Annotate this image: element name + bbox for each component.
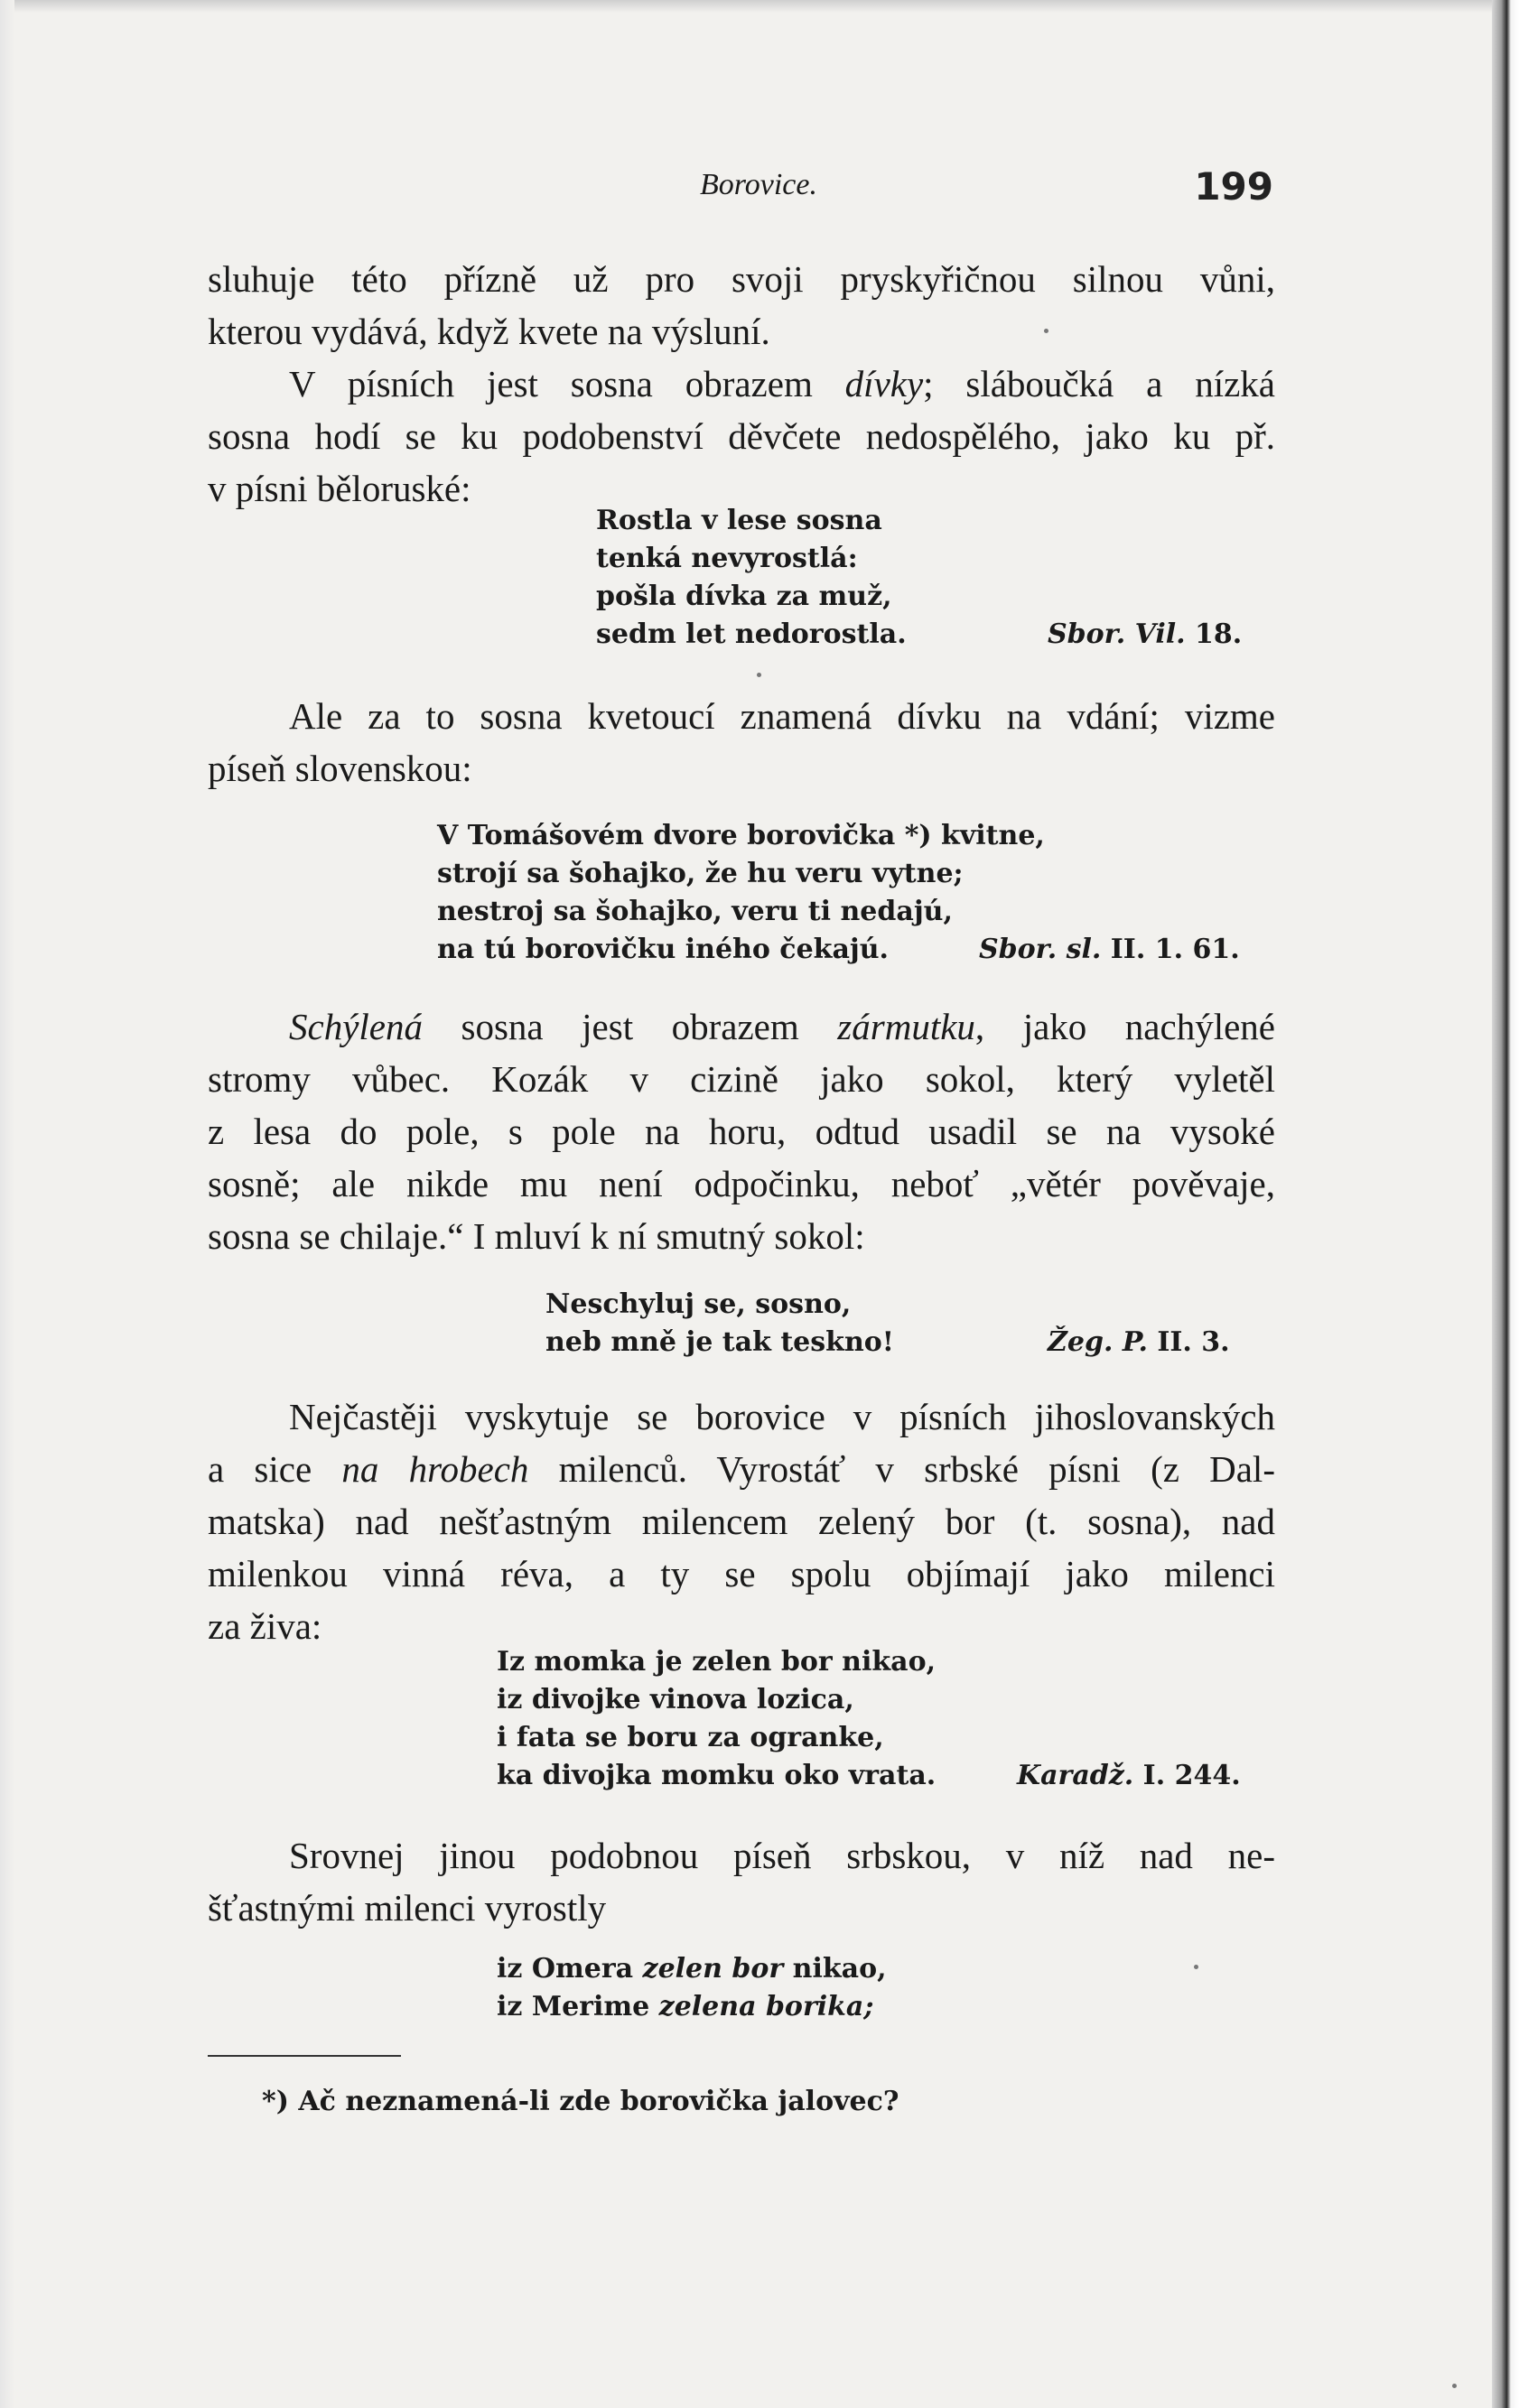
verse-line: i fata se boru za ogranke, xyxy=(497,1722,884,1753)
emphasis: zármutku xyxy=(837,1006,975,1047)
scan-speck xyxy=(757,673,761,677)
verse-line: tenká nevyrostlá: xyxy=(596,543,858,574)
verse-line: Rostla v lese sosna xyxy=(596,505,882,536)
paragraph-6 xyxy=(208,1829,1275,1934)
verse-line: V Tomášovém dvore borovička *) kvitne, xyxy=(437,820,1045,851)
text-line: Srovnej jinou podobnou píseň srbskou, v níž nad ne- xyxy=(289,1835,1275,1876)
verse-line: ka divojka momku oko vrata. xyxy=(497,1760,937,1791)
text-line: kterou vydává, když kvete na výsluní. xyxy=(208,311,770,352)
paragraph-4 xyxy=(208,1000,1275,1262)
scan-speck xyxy=(1452,2384,1457,2388)
page-binding-edge xyxy=(0,0,14,2408)
paragraph-3 xyxy=(208,690,1275,795)
running-head xyxy=(208,164,1273,209)
text-line: sosna hodí se ku podobenství děvčete nedospělého, jako ku př. xyxy=(208,415,1275,457)
text-line: a sice na hrobech milenců. Vyrostáť v srbské písni (z Dal- xyxy=(208,1448,1275,1490)
verse-line: Iz momka je zelen bor nikao, xyxy=(497,1646,937,1678)
paragraph-5 xyxy=(208,1390,1275,1652)
text-line: šťastnými milenci vyrostly xyxy=(208,1887,607,1929)
text-line: Ale za to sosna kvetoucí znamená dívku na vdání; vizme xyxy=(289,695,1275,737)
text-line: stromy vůbec. Kozák v cizině jako sokol, který vyletěl xyxy=(208,1058,1275,1100)
verse-line: iz divojke vinova lozica, xyxy=(497,1684,854,1715)
scan-speck xyxy=(1044,329,1048,333)
verse-line: nestroj sa šohajko, veru ti nedajú, xyxy=(437,896,953,927)
verse-line: iz Omera zelen bor nikao, xyxy=(497,1953,887,1985)
paragraph-1 xyxy=(208,253,1275,358)
verse-line: neb mně je tak teskno! xyxy=(545,1326,894,1358)
verse-line: Neschyluj se, sosno, xyxy=(545,1288,852,1320)
page-top-edge xyxy=(0,0,1519,13)
verse-block-2 xyxy=(437,817,1277,971)
emphasis: zelen bor xyxy=(642,1953,784,1985)
verse-source: Sbor. Vil. 18. xyxy=(1048,618,1243,650)
footnote-rule xyxy=(208,2055,401,2057)
text-line: za živa: xyxy=(208,1605,322,1647)
text-line: Nejčastěji vyskytuje se borovice v písních jihoslovanských xyxy=(289,1396,1275,1437)
text-line: v písni běloruské: xyxy=(208,468,471,509)
text-line: sosna se chilaje.“ I mluví k ní smutný sokol: xyxy=(208,1215,865,1257)
verse-line: na tú borovičku iného čekajú. xyxy=(437,934,889,965)
text-line: Schýlená sosna jest obrazem zármutku, jako nachýlené xyxy=(289,1006,1275,1047)
emphasis: dívky xyxy=(844,363,924,404)
scan-speck xyxy=(1194,1965,1198,1969)
verse-block-1 xyxy=(596,502,1282,655)
verse-block-3 xyxy=(545,1286,1277,1367)
text-line: sosně; ale nikde mu není odpočinku, neboť „větér pověvaje, xyxy=(208,1163,1275,1204)
verse-source: Žeg. P. II. 3. xyxy=(1048,1326,1230,1358)
running-title: Borovice. xyxy=(700,168,817,201)
text-line: píseň slovenskou: xyxy=(208,748,472,789)
verse-line: iz Merime zelena borika; xyxy=(497,1991,874,2022)
footnote: *) Ač neznamená-li zde borovička jalovec? xyxy=(262,2086,899,2117)
emphasis: Schýlená xyxy=(289,1006,423,1047)
verse-block-5 xyxy=(497,1950,1129,2031)
text-line: sluhuje této přízně už pro svoji pryskyřičnou silnou vůni, xyxy=(208,258,1275,300)
page-right-border xyxy=(1492,0,1519,2408)
verse-line: sedm let nedorostla. xyxy=(596,618,907,650)
emphasis: na hrobech xyxy=(341,1448,529,1490)
text-line: z lesa do pole, s pole na horu, odtud usadil se na vysoké xyxy=(208,1111,1275,1152)
verse-source: Karadž. I. 244. xyxy=(1017,1760,1241,1791)
emphasis: zelena borika; xyxy=(658,1991,874,2022)
text-line: matska) nad nešťastným milencem zelený bor (t. sosna), nad xyxy=(208,1501,1275,1542)
paragraph-2 xyxy=(208,358,1275,515)
text-line: milenkou vinná réva, a ty se spolu objímají jako milenci xyxy=(208,1553,1275,1594)
verse-source: Sbor. sl. II. 1. 61. xyxy=(979,934,1240,965)
text-line: V písních jest sosna obrazem dívky; sláboučká a nízká xyxy=(289,363,1275,404)
verse-line: strojí sa šohajko, že hu veru vytne; xyxy=(437,858,964,889)
verse-line: pošla dívka za muž, xyxy=(596,581,892,612)
verse-block-4 xyxy=(497,1643,1282,1797)
page-number: 199 xyxy=(1194,164,1273,209)
